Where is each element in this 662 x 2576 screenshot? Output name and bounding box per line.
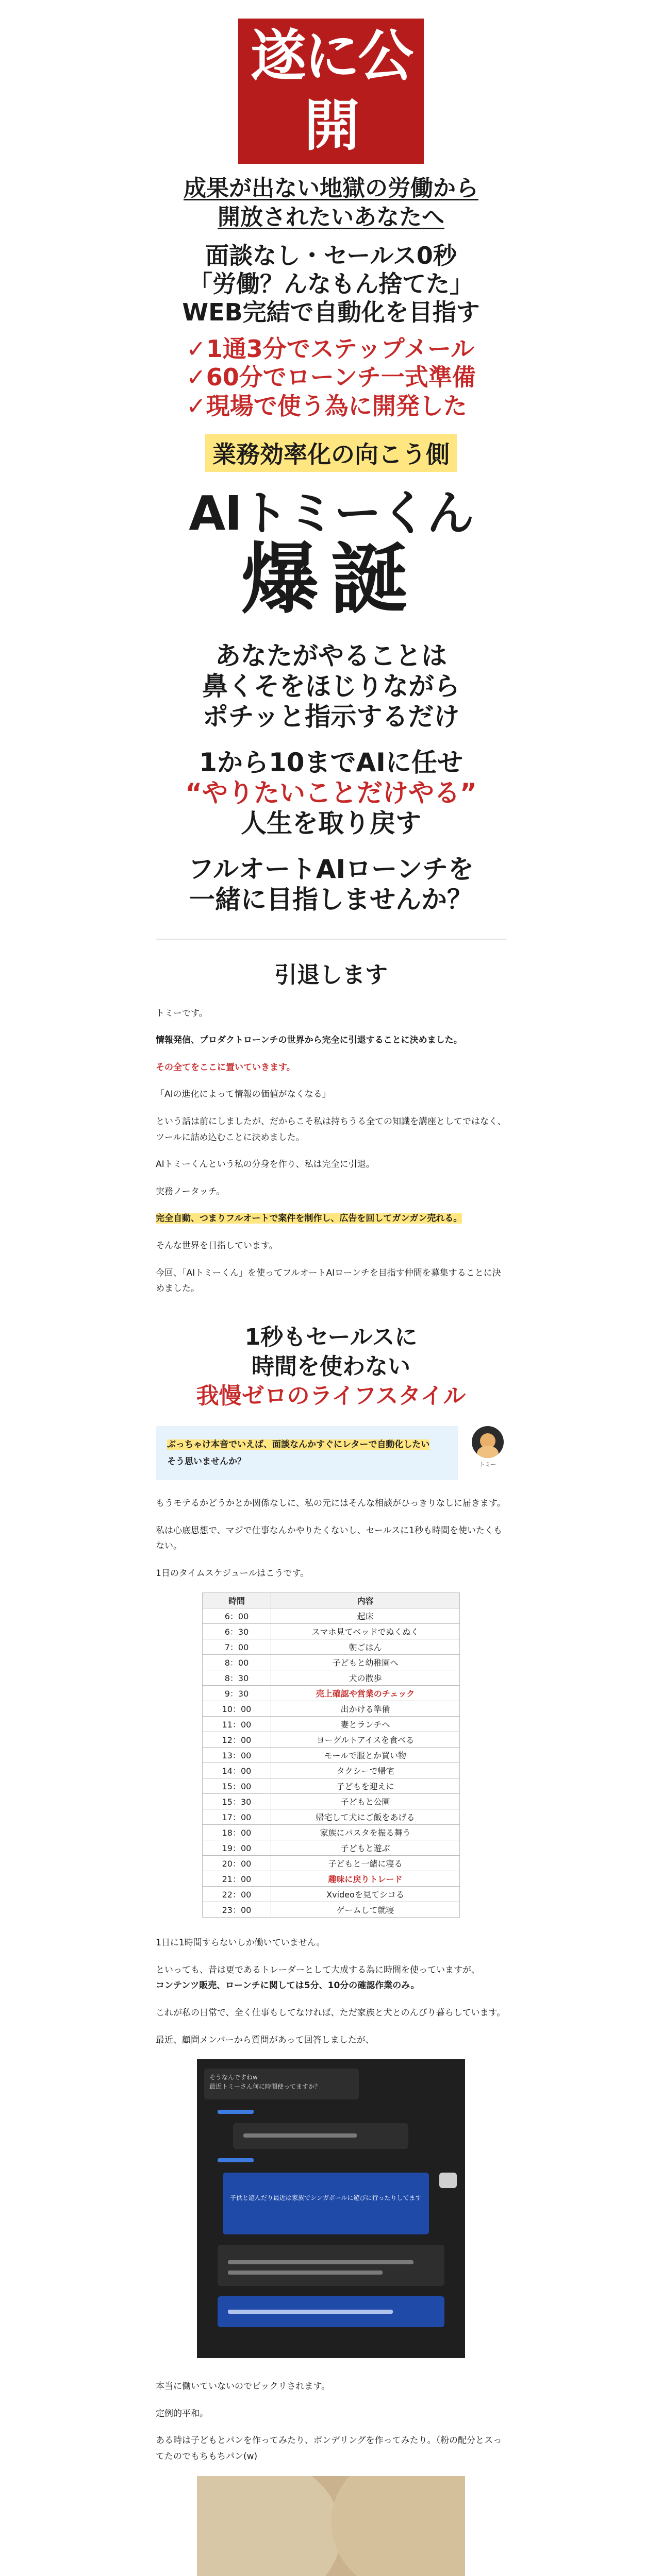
schedule-row (203, 1670, 460, 1686)
schedule-row (203, 1763, 460, 1778)
bread-photo (197, 2476, 465, 2576)
schedule-row (203, 1701, 460, 1717)
schedule-content: 出かける準備 (271, 1701, 460, 1717)
schedule-row (203, 1902, 460, 1918)
hero-checklist (186, 335, 476, 420)
intro-p2: 情報発信、プロダクトローンチの世界から完全に引退することに決めました。 (156, 1035, 462, 1046)
lead-8: 一緒に目指しませんか？ (189, 885, 473, 915)
intro-p8: 完全自動、つまりフルオートで案件を制作し、広告を回してガンガン売れる。 (156, 1213, 462, 1224)
hero-pitch-3: WEB完結で自動化を目指す (182, 298, 480, 326)
speech-bubble-block (156, 1426, 506, 1480)
schedule-row (203, 1856, 460, 1871)
bakutan-heading: 爆誕 (241, 534, 421, 624)
schedule-time: 14：00 (203, 1763, 271, 1778)
lifestyle-p5: といっても、昔は更であるトレーダーとして大成する為に時間を使っていますが、 コンテンツ販売、ローンチに関しては5分、10分の確認作業のみ。 (156, 1964, 480, 1991)
product-name: AIトミーくん (189, 485, 473, 541)
lead-6: 人生を取り戻す (241, 808, 421, 839)
schedule-row (203, 1639, 460, 1655)
schedule-row (203, 1732, 460, 1748)
schedule-time: 10：00 (203, 1701, 271, 1717)
schedule-row (203, 1887, 460, 1902)
schedule-time: 7：00 (203, 1639, 271, 1655)
schedule-row (203, 1825, 460, 1840)
schedule-content: 妻とランチへ (271, 1717, 460, 1732)
schedule-content: Xvideoを見てシコる (271, 1887, 460, 1902)
hero-badge: 遂に公開 (238, 19, 424, 164)
schedule-content: モールで服とか買い物 (271, 1748, 460, 1763)
schedule-row (203, 1624, 460, 1639)
hero-section (156, 19, 506, 915)
lifestyle-p2: 私は心底思想で、マジで仕事なんかやりたくないし、セールスに1秒も時間を使いたくもない。 (156, 1525, 502, 1552)
speech-bubble: ぶっちゃけ本音でいえば、面談なんかすぐにレターで自動化したい そう思いませんか？ (156, 1426, 458, 1480)
avatar-label: トミー (479, 1461, 496, 1468)
schedule-row (203, 1717, 460, 1732)
schedule-row (203, 1655, 460, 1670)
schedule-time: 15：30 (203, 1794, 271, 1809)
hero-subline-2: 開放されたいあなたへ (218, 204, 444, 231)
schedule-row (203, 1794, 460, 1809)
schedule-content: 趣味に戻りトレード (271, 1871, 460, 1887)
schedule-content: スマホ見てベッドでぬくぬく (271, 1624, 460, 1639)
lifestyle-p10: 定例的平和。 (156, 2408, 208, 2419)
hero-subline-1: 成果が出ない地獄の労働から (184, 175, 478, 201)
schedule-table (202, 1592, 460, 1918)
intro-p1: トミーです。 (156, 1008, 208, 1019)
schedule-time: 19：00 (203, 1840, 271, 1856)
schedule-content: 起床 (271, 1608, 460, 1624)
schedule-time: 12：00 (203, 1732, 271, 1748)
intro-p10: 今回、「AIトミーくん」を使ってフルオートAIローンチを目指す仲間を募集することに決めました。 (156, 1267, 501, 1294)
schedule-content: 子どもと遊ぶ (271, 1840, 460, 1856)
schedule-content: ゲームして就寝 (271, 1902, 460, 1918)
check-item-1: ✓1通3分でステップメール (186, 335, 475, 363)
schedule-time: 8：30 (203, 1670, 271, 1686)
schedule-row (203, 1871, 460, 1887)
lifestyle-p8: 最近、顧問メンバーから質問があって回答しましたが、 (156, 2035, 374, 2045)
schedule-content: 家族にパスタを振る舞う (271, 1825, 460, 1840)
intro-p4: 「AIの進化によって情報の価値がなくなる」 (156, 1089, 331, 1100)
schedule-time: 22：00 (203, 1887, 271, 1902)
divider (156, 939, 506, 940)
schedule-content: 犬の散歩 (271, 1670, 460, 1686)
schedule-content: 子どもを迎えに (271, 1778, 460, 1794)
schedule-time: 21：00 (203, 1871, 271, 1887)
intro-title: 引退します (274, 962, 388, 989)
schedule-row (203, 1748, 460, 1763)
schedule-header-time: 時間 (203, 1593, 271, 1608)
schedule-content: 帰宅して犬にご飯をあげる (271, 1809, 460, 1825)
schedule-content: 朝ごはん (271, 1639, 460, 1655)
lifestyle-p7: これが私の日常で、全く仕事もしてなければ、ただ家族と犬とのんびり暮らしています。 (156, 2008, 506, 2019)
check-item-3: ✓現場で使う為に開発した (186, 392, 467, 420)
lifestyle-p3: 1日のタイムスケジュールはこうです。 (156, 1568, 309, 1579)
check-item-2: ✓60分でローンチ一式準備 (186, 363, 476, 392)
lifestyle-p1: もうモテるかどうかとか関係なしに、私の元にはそんな相談がひっきりなしに届きます。 (156, 1498, 506, 1509)
schedule-row (203, 1686, 460, 1701)
schedule-time: 23：00 (203, 1902, 271, 1918)
hero-highlight: 業務効率化の向こう側 (205, 434, 457, 472)
lifestyle-title: 1秒もセールスに 時間を使わない 我慢ゼロのライフスタイル (196, 1324, 466, 1410)
schedule-row (203, 1809, 460, 1825)
schedule-time: 6：30 (203, 1624, 271, 1639)
intro-p3: その全てをここに置いていきます。 (156, 1062, 295, 1073)
schedule-time: 6：00 (203, 1608, 271, 1624)
hero-pitch-1: 面談なし・セールス0秒 (205, 241, 457, 269)
schedule-content: 売上確認や営業のチェック (271, 1686, 460, 1701)
avatar-block (469, 1426, 506, 1468)
intro-p5: という話は前にしましたが、だからこそ私は持ちうる全ての知識を講座としてではなく、ツールに詰め込むことに決めました。 (156, 1116, 506, 1143)
intro-p7: 実務ノータッチ。 (156, 1186, 225, 1197)
intro-p6: AIトミーくんという私の分身を作り、私は完全に引退。 (156, 1159, 375, 1170)
schedule-content: タクシーで帰宅 (271, 1763, 460, 1778)
schedule-row (203, 1608, 460, 1624)
lead-2: 鼻くそをほじりながら (202, 671, 460, 702)
avatar (472, 1426, 504, 1458)
schedule-time: 13：00 (203, 1748, 271, 1763)
intro-p9: そんな世界を目指しています。 (156, 1240, 278, 1251)
lifestyle-p9: 本当に働いていないのでビックリされます。 (156, 2381, 330, 2392)
schedule-content: 子どもと公園 (271, 1794, 460, 1809)
schedule-time: 15：00 (203, 1778, 271, 1794)
schedule-content: 子どもと一緒に寝る (271, 1856, 460, 1871)
chat-screenshot (197, 2059, 465, 2358)
schedule-row (203, 1778, 460, 1794)
schedule-time: 8：00 (203, 1655, 271, 1670)
schedule-content: 子どもと幼稚園へ (271, 1655, 460, 1670)
lifestyle-p11: ある時は子どもとパンを作ってみたり、ポンデリングを作ってみたり。（粉の配分とスってたのでもちもちパン(w) (156, 2435, 502, 2462)
hero-pitch-2: 「労働？んなもん捨てた」 (189, 269, 473, 298)
schedule-header-row (203, 1593, 460, 1608)
lead-7: フルオートAIローンチを (188, 854, 474, 885)
lead-4: 1から10までAIに任せ (199, 748, 463, 778)
schedule-time: 9：30 (203, 1686, 271, 1701)
schedule-time: 20：00 (203, 1856, 271, 1871)
chat-bubble-answer: 子供と遊んだり最近は家族でシンガポールに遊びに行ったりしてます (223, 2173, 429, 2234)
schedule-time: 17：00 (203, 1809, 271, 1825)
schedule-header-content: 内容 (271, 1593, 460, 1608)
lead-3: ポチッと指示するだけ (202, 702, 460, 732)
lead-5: “やりたいことだけやる” (185, 778, 477, 808)
schedule-row (203, 1840, 460, 1856)
chat-bubble-question: そうなんですねw 最近トミーさん何に時間使ってますか？ (204, 2069, 359, 2099)
lead-1: あなたがやることは (215, 641, 447, 671)
schedule-content: ヨーグルトアイスを食べる (271, 1732, 460, 1748)
lifestyle-p4: 1日に1時間すらないしか働いていません。 (156, 1938, 325, 1948)
schedule-time: 11：00 (203, 1717, 271, 1732)
schedule-time: 18：00 (203, 1825, 271, 1840)
